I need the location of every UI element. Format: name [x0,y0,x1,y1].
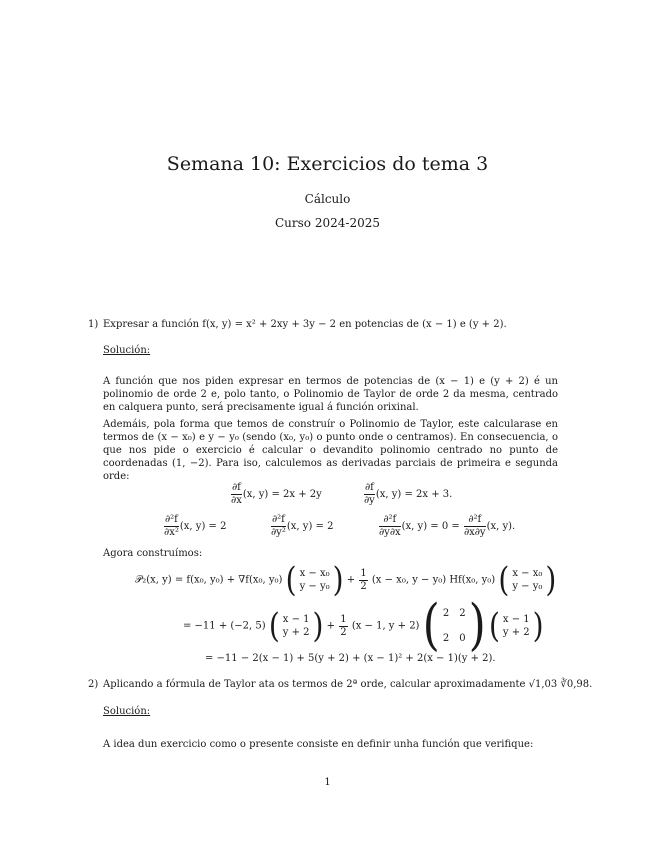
problem2-statement: Aplicando a fórmula de Taylor ata os termos de 2ª orde, calcular aproximadamente √1,03 ∛0,98. [103,679,593,690]
taylor-step-3: = −11 − 2(x − 1) + 5(y + 2) + (x − 1)² + 2(x − 1)(y + 2). [205,653,496,664]
derivative-fxx: $\frac{\text{∂²f}}{\text{∂x²}}$ (x, y) = 2 [164,514,227,538]
problem1-statement: Expresar a función f(x, y) = x² + 2xy + 3y − 2 en potencias de (x − 1) e (y + 2). [103,319,507,330]
page-number: 1 [324,777,331,788]
problem2-solution-label: Solución: [103,706,151,717]
derivative-fx: $\frac{\partial f}{\partial x}$ (x, y) = 2x + 2y [231,482,322,506]
page-title: Semana 10: Exercicios do tema 3 [166,153,489,175]
problem1-number: 1) [88,319,99,330]
problem1-solution-label: Solución: [103,345,151,356]
taylor-step-2: = −11 + (−2, 5) ( x − 1 y + 2 ) + $\frac{1}{2}$ (x − 1, y + 2) ( 2 2 2 0 ) ( x − 1 y + 2 ) [183,593,544,658]
course-name: Cálculo [304,192,351,206]
course-year: Curso 2024-2025 [275,216,380,230]
problem1-paragraph-2: Ademáis, pola forma que temos de construír o Polinomio de Taylor, este calcularase en termos de (x − x₀) e y − y₀ (sendo (x₀, y₀) o punto onde o centramos). En consecuencia, o que nos pide o exercicio é calcular o devandito polinomio centrado no punto de coordenadas (1, −2). Para iso, calculemos as derivadas parciais de primeira e segunda orde: [103,419,558,482]
problem2-number: 2) [88,679,99,690]
derivative-fyy: $\frac{\text{∂²f}}{\text{∂y²}}$ (x, y) = 2 [271,514,334,538]
agora-text: Agora construímos: [103,548,203,559]
problem1-paragraph-1: A función que nos piden expresar en termos de potencias de (x − 1) e (y + 2) é un polinomio de orde 2 e, polo tanto, o Polinomio de Taylor de orde 2 da mesma, centrado en calquera punto, será precisamente igual á función orixinal. [103,376,558,413]
derivative-mixed: $\frac{\text{∂²f}}{\partial y\partial x}$ (x, y) = 0 = $\frac{\text{∂²f}}{\partial x\partial y}$ (x, y). [379,514,516,538]
derivative-fy: $\frac{\partial f}{\partial y}$ (x, y) = 2x + 3. [364,482,453,506]
taylor-formula: 𝒫₂(x, y) = f(x₀, y₀) + ∇f(x₀, y₀) ( x − x₀ y − y₀ ) + $\frac{1}{2}$ (x − x₀, y − y₀) Hf(x₀, y₀) ( x − x₀ y − y₀ ) [135,559,557,600]
problem2-paragraph-1: A idea dun exercicio como o presente consiste en definir unha función que verifique: [103,739,534,750]
